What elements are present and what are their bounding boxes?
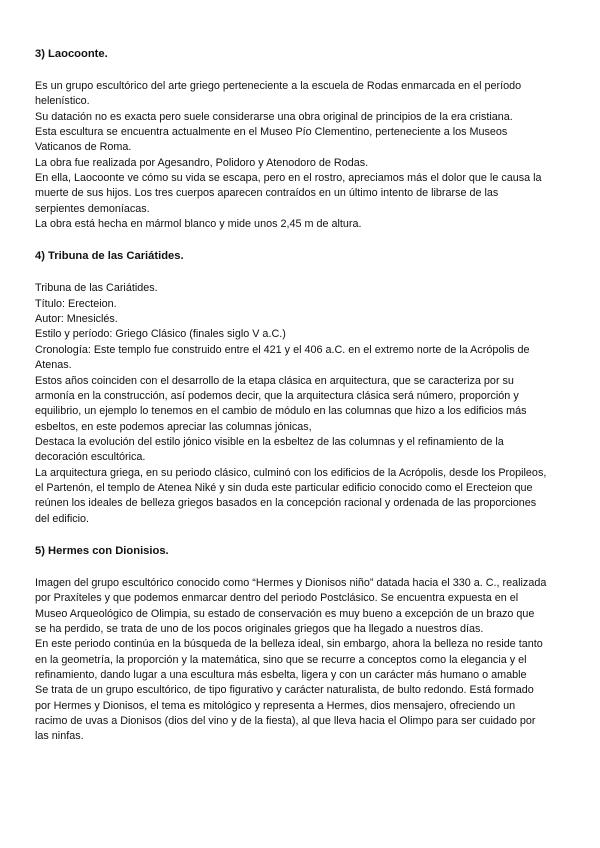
paragraph-line: La obra fue realizada por Agesandro, Polidoro y Atenodoro de Rodas. — [35, 156, 369, 169]
paragraph-line: Estos años coinciden con el desarrollo de la etapa clásica en arquitectura, que se caracteriza por su — [35, 374, 514, 387]
section-tribuna-cariatides — [35, 249, 565, 527]
paragraph-line: refinamiento, dando lugar a una escultura más esbelta, ligera y con un carácter más humano o amable — [35, 669, 527, 681]
paragraph-line: esbeltos, en este podemos apreciar las columnas jónicas, — [35, 420, 312, 433]
paragraph-line: Autor: Mnesiclés. — [35, 313, 118, 326]
paragraph-line: serpientes demoníacas. — [35, 202, 150, 215]
paragraph-line: el Partenón, el templo de Atenea Niké y sin duda este particular edificio conocido como el Erecteion que — [35, 481, 533, 494]
paragraph-line: equilibrio, un ejemplo lo tenemos en el cambio de módulo en las columnas que hizo a los edificios más — [35, 405, 527, 418]
paragraph-line: La arquitectura griega, en su periodo clásico, culminó con los edificios de la Acrópolis, desde los Propileos, — [35, 466, 547, 479]
paragraph-line: Imagen del grupo escultórico conocido como “Hermes y Dionisos niño” datada hacia el 330 a. C., realizada — [35, 576, 547, 589]
document-page — [35, 47, 565, 745]
paragraph-line: helenístico. — [35, 95, 90, 108]
paragraph-line: En este periodo continúa en la búsqueda de la belleza ideal, sin embargo, ahora la belleza no reside tanto — [35, 638, 543, 651]
paragraph-line: Cronología: Este templo fue construido entre el 421 y el 406 a.C. en el extremo norte de la Acrópolis de — [35, 343, 530, 356]
paragraph-line: Su datación no es exacta pero suele considerarse una obra original de principios de la era cristiana. — [35, 110, 513, 123]
paragraph-line: Es un grupo escultórico del arte griego perteneciente a la escuela de Rodas enmarcada en el período — [35, 80, 522, 92]
paragraph-line: reúnen los ideales de belleza griegos basados en la concepción racional y ordenada de las proporciones — [35, 497, 537, 510]
paragraph-line: del edificio. — [35, 512, 90, 525]
paragraph-line: En ella, Laocoonte ve cómo su vida se escapa, pero en el rostro, apreciamos más el dolor que le causa la — [35, 172, 542, 185]
section-heading: 3) Laocoonte. — [35, 48, 108, 60]
paragraph-line: muerte de sus hijos. Los tres cuerpos aparecen contraídos en un último intento de librarse de las — [35, 187, 499, 200]
paragraph-line: en la geometría, la proporción y la matemática, sino que se recurre a conceptos como la elegancia y el — [35, 653, 527, 666]
paragraph-line: Estilo y período: Griego Clásico (finales siglo V a.C.) — [35, 328, 286, 341]
paragraph-line: se ha perdido, se trata de uno de los pocos originales griegos que ha llegado a nuestros días. — [35, 622, 484, 635]
paragraph-line: Se trata de un grupo escultórico, de tipo figurativo y carácter naturalista, de bulto redondo. Está formado — [35, 684, 534, 697]
paragraph-line: por Hermes y Dionisos, el tema es mitológico y representa a Hermes, dios mensajero, ofreciendo un — [35, 699, 516, 712]
section-spacer — [35, 527, 565, 544]
paragraph-line: Museo Arqueológico de Olimpia, su estado de conservación es muy bueno a excepción de un brazo que — [35, 607, 535, 620]
paragraph-line: por Praxíteles y que podemos enmarcar dentro del periodo Postclásico. Se encuentra expuesta en el — [35, 592, 519, 605]
section-spacer — [35, 232, 565, 249]
paragraph-line: armonía en la construcción, así podemos decir, que la arquitectura clásica será número, proporción y — [35, 389, 519, 402]
paragraph-line: Atenas. — [35, 359, 72, 372]
paragraph-line: Destaca la evolución del estilo jónico visible en la esbeltez de las columnas y el refinamiento de la — [35, 435, 504, 448]
section-heading: 5) Hermes con Dionisios. — [35, 544, 169, 557]
paragraph-line: racimo de uvas a Dionisos (dios del vino y de la fiesta), al que lleva hacia el Olimpo para ser cuidado por — [35, 715, 536, 728]
section-heading: 4) Tribuna de las Cariátides. — [35, 250, 184, 263]
section-laocoonte — [35, 47, 565, 232]
paragraph-line: Tribuna de las Cariátides. — [35, 282, 158, 295]
paragraph-line: Título: Erecteion. — [35, 297, 117, 310]
paragraph-line: decoración escultórica. — [35, 451, 146, 464]
paragraph-line: La obra está hecha en mármol blanco y mide unos 2,45 m de altura. — [35, 218, 362, 231]
paragraph-line: las ninfas. — [35, 730, 84, 743]
paragraph-line: Vaticanos de Roma. — [35, 141, 132, 154]
section-hermes-dionisios — [35, 544, 565, 745]
paragraph-line: Esta escultura se encuentra actualmente en el Museo Pío Clementino, perteneciente a los Museos — [35, 126, 508, 139]
